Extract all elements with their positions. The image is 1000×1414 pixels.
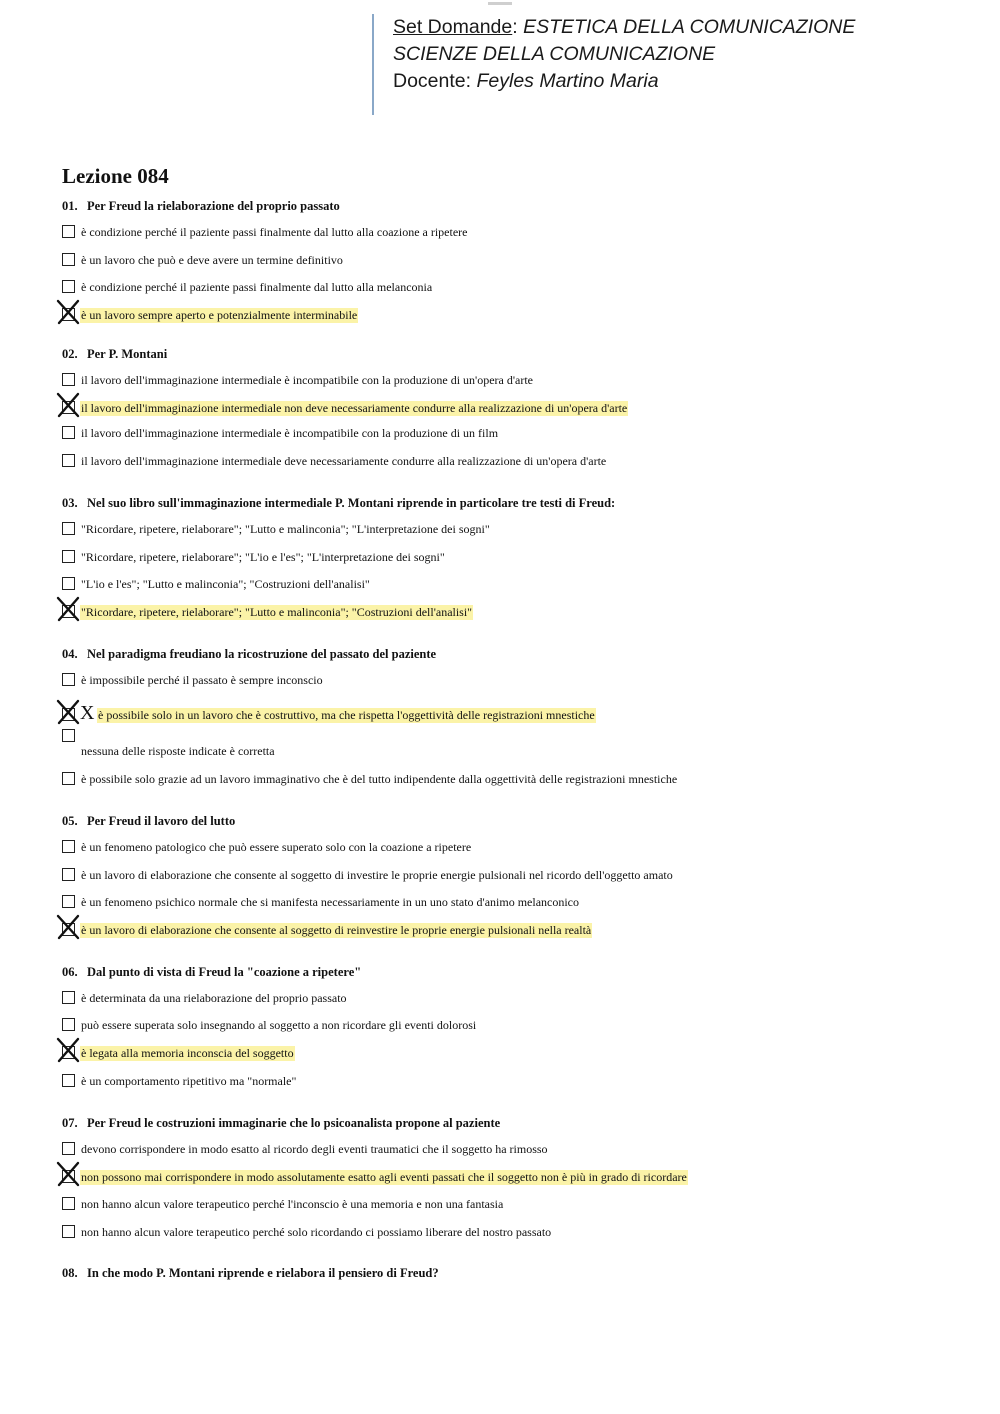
checkbox-icon[interactable] [62, 923, 75, 936]
checkbox-icon[interactable] [62, 225, 75, 238]
option-text: è impossibile perché il passato è sempre inconscio [81, 673, 323, 687]
option-text: è possibile solo grazie ad un lavoro immaginativo che è del tutto indipendente dalla oggettività delle registrazioni mnestiche [81, 772, 678, 786]
option-text: nessuna delle risposte indicate è corretta [81, 744, 275, 758]
question-text: Per Freud le costruzioni immaginarie che lo psicoanalista propone al paziente [87, 1116, 501, 1130]
set-label: Set Domande [393, 16, 513, 38]
question-number: 04. [62, 647, 78, 661]
question-text: Per Freud la rielaborazione del proprio passato [87, 199, 340, 213]
checkbox-icon[interactable] [62, 991, 75, 1004]
checkbox-icon[interactable] [62, 1170, 75, 1183]
question-title [62, 813, 235, 829]
option-text: è un lavoro di elaborazione che consente al soggetto di reinvestire le proprie energie pulsionali nella realtà [81, 923, 592, 937]
checkbox-icon[interactable] [62, 605, 75, 618]
question-title [62, 346, 167, 362]
question-number: 07. [62, 1116, 78, 1130]
checkbox-icon[interactable] [62, 253, 75, 266]
option-text: è determinata da una rielaborazione del proprio passato [81, 991, 347, 1005]
teacher-name: Feyles Martino Maria [476, 70, 659, 92]
question-number: 02. [62, 347, 78, 361]
checkbox-icon[interactable] [62, 772, 75, 785]
option-text: "Ricordare, ripetere, rielaborare"; "Lutto e malinconia"; "L'interpretazione dei sogni" [81, 522, 490, 536]
checkbox-icon[interactable] [62, 426, 75, 439]
checkbox-icon[interactable] [62, 522, 75, 535]
option-text: è un lavoro che può e deve avere un termine definitivo [81, 253, 343, 267]
question-text: Dal punto di vista di Freud la "coazione a ripetere" [87, 965, 362, 979]
page-marker [488, 2, 512, 5]
teacher-line [393, 68, 855, 95]
question-number: 08. [62, 1266, 78, 1280]
question-number: 03. [62, 496, 78, 510]
option-text: il lavoro dell'immaginazione intermediale non deve necessariamente condurre alla realizzazione di un'opera d'arte [81, 401, 628, 415]
set-separator: : [512, 16, 524, 38]
checkbox-icon[interactable] [62, 308, 75, 321]
option-text: "Ricordare, ripetere, rielaborare"; "L'io e l'es"; "L'interpretazione dei sogni" [81, 550, 445, 564]
checkbox-icon[interactable] [62, 1197, 75, 1210]
question-title [62, 646, 436, 662]
checkbox-icon[interactable] [62, 1074, 75, 1087]
question-text: Nel paradigma freudiano la ricostruzione del passato del paziente [87, 647, 437, 661]
option-text: è condizione perché il paziente passi finalmente dal lutto alla coazione a ripetere [81, 225, 468, 239]
option-text: è un lavoro di elaborazione che consente al soggetto di investire le proprie energie pulsionali nel ricordo dell'oggetto amato [81, 868, 673, 882]
question-title [62, 1265, 439, 1281]
question-number: 06. [62, 965, 78, 979]
option-text: è un fenomeno psichico normale che si manifesta necessariamente in un uno stato d'animo melanconico [81, 895, 579, 909]
question-text: Nel suo libro sull'immaginazione intermediale P. Montani riprende in particolare tre testi di Freud: [87, 496, 616, 510]
option-text: devono corrispondere in modo esatto al ricordo degli eventi traumatici che il soggetto ha rimosso [81, 1142, 548, 1156]
checkbox-icon[interactable] [62, 1225, 75, 1238]
option-text: non hanno alcun valore terapeutico perché solo ricordando ci possiamo liberare del nostro passato [81, 1225, 552, 1239]
option-text: è un comportamento ripetitivo ma "normale" [81, 1074, 297, 1088]
checkbox-icon[interactable] [62, 454, 75, 467]
checkbox-icon[interactable] [62, 708, 75, 721]
checkbox-icon[interactable] [62, 1046, 75, 1059]
option-text: è possibile solo in un lavoro che è costruttivo, ma che rispetta l'oggettività delle registrazioni mnestiche [98, 708, 595, 722]
checkbox-icon[interactable] [62, 868, 75, 881]
option-text: è un fenomeno patologico che può essere superato solo con la coazione a ripetere [81, 840, 472, 854]
option-text: "L'io e l'es"; "Lutto e malinconia"; "Costruzioni dell'analisi" [81, 577, 370, 591]
question-text: Per Freud il lavoro del lutto [87, 814, 236, 828]
checkbox-icon[interactable] [62, 895, 75, 908]
set-line [393, 14, 855, 41]
handwritten-mark: X [80, 702, 95, 724]
option-text: può essere superata solo insegnando al soggetto a non ricordare gli eventi dolorosi [81, 1018, 477, 1032]
checkbox-icon[interactable] [62, 401, 75, 414]
question-title [62, 964, 361, 980]
checkbox-icon[interactable] [62, 1018, 75, 1031]
question-text: In che modo P. Montani riprende e rielabora il pensiero di Freud? [87, 1266, 439, 1280]
option-text: non hanno alcun valore terapeutico perché l'inconscio è una memoria e non una fantasia [81, 1197, 504, 1211]
option-text: è un lavoro sempre aperto e potenzialmente interminabile [81, 308, 358, 322]
document-header [372, 14, 855, 115]
option-text: è legata alla memoria inconscia del soggetto [81, 1046, 294, 1060]
option-text: è condizione perché il paziente passi finalmente dal lutto alla melanconia [81, 280, 433, 294]
question-title [62, 1115, 500, 1131]
checkbox-icon[interactable] [62, 673, 75, 686]
option-text: il lavoro dell'immaginazione intermediale deve necessariamente condurre alla realizzazione di un'opera d'arte [81, 454, 607, 468]
option-text: non possono mai corrispondere in modo assolutamente esatto agli eventi passati che il soggetto non è più in grado di ricordare [81, 1170, 687, 1184]
checkbox-icon[interactable] [62, 550, 75, 563]
lesson-title: Lezione 084 [62, 164, 169, 188]
checkbox-icon[interactable] [62, 729, 75, 742]
checkbox-icon[interactable] [62, 373, 75, 386]
checkbox-icon[interactable] [62, 840, 75, 853]
option-text: "Ricordare, ripetere, rielaborare"; "Lutto e malinconia"; "Costruzioni dell'analisi" [81, 605, 473, 619]
question-title [62, 495, 615, 511]
option-text: il lavoro dell'immaginazione intermediale è incompatibile con la produzione di un film [81, 426, 499, 440]
question-number: 01. [62, 199, 78, 213]
question-title [62, 198, 340, 214]
checkbox-icon[interactable] [62, 577, 75, 590]
checkbox-icon[interactable] [62, 1142, 75, 1155]
course-title: ESTETICA DELLA COMUNICAZIONE [523, 16, 856, 38]
course-subtitle: SCIENZE DELLA COMUNICAZIONE [393, 43, 716, 65]
option-text: il lavoro dell'immaginazione intermediale è incompatibile con la produzione di un'opera d'arte [81, 373, 533, 387]
question-text: Per P. Montani [87, 347, 168, 361]
checkbox-icon[interactable] [62, 280, 75, 293]
teacher-label: Docente: [393, 70, 472, 92]
question-number: 05. [62, 814, 78, 828]
